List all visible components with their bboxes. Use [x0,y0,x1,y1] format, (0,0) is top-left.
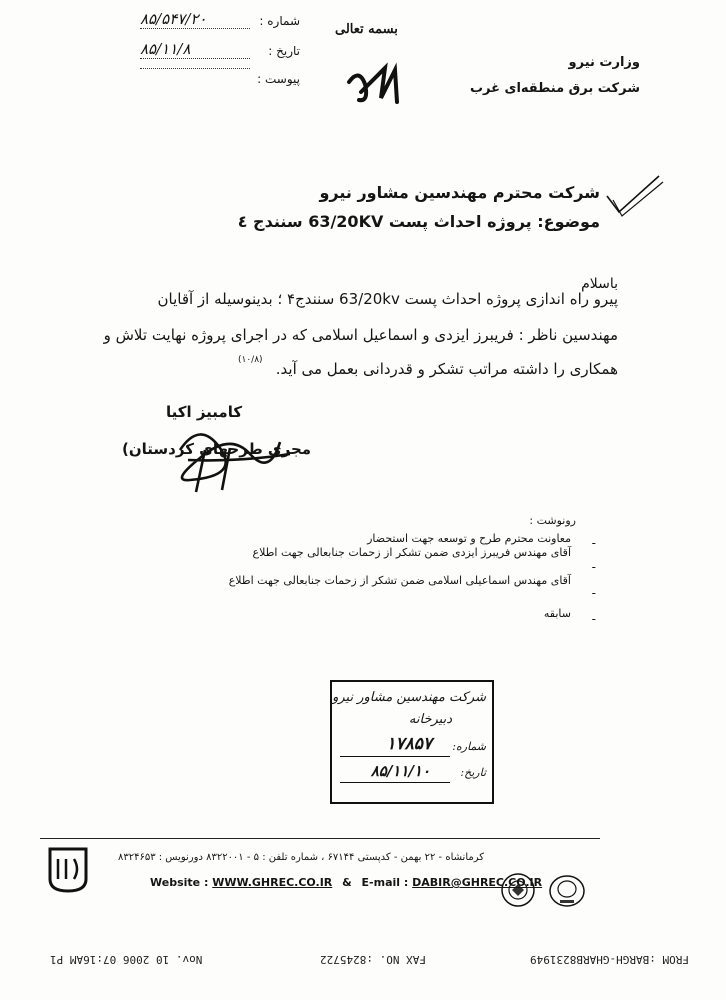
attachment-label: پیوست : [257,72,300,86]
footer-divider [40,838,600,839]
stamp-date-underline [340,782,450,783]
attachment-value [140,68,250,69]
stamp-number-underline [340,756,450,757]
fax-from: FROM :BARGH-GHARB8231949 [530,953,689,966]
cc-label: رونوشت : [529,514,576,527]
invocation: بسمه تعالی [335,22,398,37]
date-value: ۸۵/۱۱/۸ [140,40,250,59]
subject: موضوع: پروژه احداث پست 63/20KV سنندج ٤ [237,212,600,231]
attachment-row [60,70,300,92]
fax-datetime: Nov. 10 2006 07:16AM P1 [50,953,203,966]
body-line-1: پیرو راه اندازی پروژه احداث پست 63/20kv سنندج۴ ؛ بدینوسیله از آقایان [157,290,618,308]
fax-number: FAX NO. :8245722 [320,953,426,966]
reference-code: (۱۰/۸) [238,355,263,365]
website-link[interactable]: WWW.GHREC.CO.IR [212,876,333,889]
cc-bullet: - [591,536,596,550]
cc-item-4: سابقه [543,607,571,620]
iso-standard-logo-icon [46,845,90,895]
stamp-office: دبیرخانه [408,712,452,727]
signer-name: کامبیز اکیا [166,403,243,421]
stamp-number-value: ۱۷۸۵۷ [386,734,432,754]
recipient: شرکت محترم مهندسین مشاور نیرو [319,183,600,202]
company-name: شرکت برق منطقه‌ای غرب [469,81,640,96]
cc-item-3: آقای مهندس اسماعیلی اسلامی ضمن تشکر از زحمات جنابعالی جهت اطلاع [228,574,571,587]
body-line-3: همکاری را داشته مراتب تشکر و قدردانی بعمل می آید. [275,360,618,378]
certification-seal-icon [548,874,586,908]
date-label: تاریخ : [268,44,300,58]
date-row [60,42,300,64]
stamp-company: شرکت مهندسین مشاور نیرو [332,690,486,705]
number-value: ۸۵/۵۴۷/۲۰ [140,10,250,29]
footer-address: کرمانشاه - ۲۲ بهمن - کدپستی ۶۷۱۴۴ ، شماره تلفن : ۵ - ۸۳۲۲۰۰۱ دورنویس : ۸۳۲۴۶۵۳ [117,852,484,863]
number-row [60,12,300,34]
cc-bullet: - [591,586,596,600]
number-label: شماره : [259,14,300,28]
stamp-number-label: شماره: [452,740,486,753]
receipt-stamp [330,680,494,804]
salutation: باسلام [581,276,618,292]
body-line-2: مهندسین ناظر : فریبرز ایزدی و اسماعیل اسلامی که در اجرای پروژه نهایت تلاش و [103,326,618,344]
cc-bullet: - [591,560,596,574]
ministry-logo-icon [345,62,405,107]
cc-bullet: - [591,612,596,626]
cc-item-1: معاونت محترم طرح و توسعه جهت استحضار [367,532,571,545]
check-mark-icon [605,172,665,220]
footer-contacts [150,876,542,889]
email-label: E-mail : [361,876,409,889]
cc-item-2: آقای مهندس فریبرز ایزدی ضمن تشکر از زحمات جنابعالی جهت اطلاع [252,546,571,559]
ministry-name: وزارت نیرو [568,55,640,70]
stamp-date-value: ۸۵/۱۱/۱۰ [370,762,430,780]
signer-title: مجری طرحهای کردستان) [122,440,312,458]
stamp-date-label: تاریخ: [460,766,486,779]
email-link[interactable]: DABIR@GHREC.CO.IR [412,876,543,889]
amp-separator: & [342,876,352,889]
website-label: Website : [150,876,209,889]
